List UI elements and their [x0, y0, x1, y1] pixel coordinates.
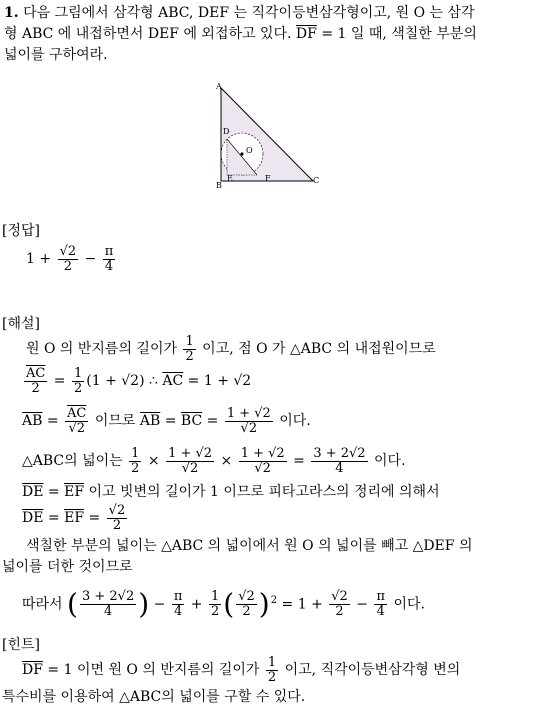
sol-l9-minus: − — [149, 596, 170, 613]
sol-l4-res-den: 4 — [335, 460, 344, 476]
sol-l4-res — [311, 447, 367, 476]
answer-minus: − — [80, 251, 101, 267]
sol-l9-exp: 2 — [270, 595, 278, 606]
center-o-point — [240, 152, 243, 155]
answer-frac-2-num: π — [104, 243, 114, 259]
sol-l9-plus: + — [186, 596, 207, 613]
sol-l3-res-frac — [225, 407, 273, 436]
problem-line-2 — [4, 25, 477, 43]
answer-frac-2 — [103, 245, 116, 274]
answer-plus: + — [34, 251, 56, 267]
answer-frac-1-num: √2 — [59, 243, 77, 259]
sol-l3-frac — [65, 407, 88, 436]
hint-line-1 — [22, 653, 460, 687]
solution-line-9 — [22, 580, 425, 626]
hint-frac-num: 1 — [267, 654, 277, 670]
sol-l3-frac-den: √2 — [68, 420, 85, 436]
sol-l4-f3-den: √2 — [254, 460, 271, 476]
sol-l9-f2 — [172, 590, 185, 619]
sol-l3-res-den: √2 — [240, 420, 258, 436]
sol-l4-times: × — [143, 453, 165, 469]
hint-l1a: = 1 이면 원 O 의 반지름의 길이가 — [42, 662, 264, 678]
sol-l4-end: 이다. — [369, 453, 406, 469]
sol-l9-f1-num: 3 + 2√2 — [81, 589, 135, 605]
triangle-figure — [205, 82, 330, 192]
sol-l2-den: 2 — [31, 380, 40, 396]
sol-l9-f2-den: 4 — [173, 604, 183, 620]
sol-l2-result: = 1 + √2 — [183, 373, 252, 389]
sol-l6-num: √2 — [108, 502, 126, 518]
sol-l3-mid: 이므로 — [90, 413, 140, 429]
sol-l5-de: $\overline{DE}$ — [22, 484, 44, 500]
sol-l5-text: 이고 빗변의 길이가 1 이므로 피타고라스의 정리에 의해서 — [84, 484, 440, 500]
sol-l3-eq3: = — [202, 413, 223, 429]
sol-l6-eq2: = — [84, 510, 105, 526]
sol-l9-f6-den: 4 — [376, 604, 385, 620]
sol-l5-ef: $\overline{EF}$ — [64, 484, 85, 500]
sol-l6-frac — [107, 504, 128, 533]
sol-l2-frac-half — [72, 367, 84, 396]
problem-line-3 — [4, 46, 108, 64]
sol-l3-ab2: $\overline{AB}$ — [139, 413, 161, 429]
sol-l5-eq: = — [43, 484, 65, 500]
sol-l2-half-den: 2 — [73, 380, 83, 396]
sol-l9-f5 — [329, 590, 350, 619]
sol-l9-f4-den: 2 — [242, 604, 251, 620]
sol-l9-f4-num: √2 — [238, 589, 255, 605]
sol-l2-therefore: ∴ — [144, 373, 163, 389]
sol-l9-f5-num: √2 — [331, 589, 348, 605]
answer-frac-1-den: 2 — [63, 258, 72, 274]
sol-l1-num: 1 — [185, 333, 194, 349]
sol-l9-minus2: − — [351, 596, 373, 613]
answer-one: 1 — [26, 251, 35, 267]
solution-line-7: 색칠한 부분의 넓이는 △ABC 의 넓이에서 원 O 의 넓이를 빼고 △DEF 의 — [26, 538, 473, 554]
answer-frac-2-den: 4 — [104, 258, 114, 274]
sol-l4-f2-den: √2 — [181, 460, 199, 476]
sol-l3-eq: = — [42, 413, 64, 429]
sol-l9-f5-den: 2 — [335, 604, 344, 620]
label-e: E — [227, 174, 233, 183]
hint-frac — [266, 656, 278, 685]
sol-l4-res-num: 3 + 2√2 — [313, 445, 366, 461]
sol-l9a: 따라서 — [22, 596, 68, 613]
sol-l9-lparen2: ( — [223, 587, 235, 621]
sol-l9-f4 — [236, 590, 257, 619]
sol-l9-lparen: ( — [67, 587, 78, 621]
sol-l6-eq: = — [43, 510, 65, 526]
sol-l1a: 원 O 의 반지름의 길이가 — [26, 341, 182, 357]
sol-l9-rparen: ) — [138, 587, 150, 621]
sol-l4-eq: = — [288, 453, 310, 469]
hint-frac-den: 2 — [267, 669, 277, 685]
sol-l9-f6 — [374, 590, 387, 619]
answer-expression — [26, 242, 117, 276]
sol-l6-ef: $\overline{EF}$ — [64, 510, 85, 526]
sol-l2-frac-ac — [24, 367, 47, 396]
problem-text-2b: = 1 일 때, 색칠한 부분의 — [316, 26, 477, 42]
hint-line-2: 특수비를 이용하여 △ABC의 넓이를 구할 수 있다. — [2, 689, 306, 705]
hint-l1b: 이고, 직각이등변삼각형 변의 — [280, 662, 461, 678]
solution-line-8: 넓이를 더한 것이므로 — [2, 559, 133, 575]
label-a: A — [216, 82, 222, 91]
sol-l9-rparen2: ) — [258, 587, 270, 621]
sol-l2-half-num: 1 — [73, 365, 83, 381]
sol-l4-f3 — [239, 447, 287, 476]
sol-l6-de: $\overline{DE}$ — [22, 510, 44, 526]
sol-l3-end: 이다. — [274, 413, 311, 429]
sol-l3-res-num: 1 + √2 — [226, 405, 271, 421]
sol-l9-eq: = 1 + — [277, 596, 328, 613]
answer-heading: [정답] — [2, 223, 40, 239]
sol-l4-f1-den: 2 — [131, 460, 140, 476]
problem-text-2a: 형 ABC 에 내접하면서 DEF 에 외접하고 있다. — [4, 26, 296, 42]
label-o: O — [246, 146, 253, 155]
solution-heading: [해설] — [2, 316, 40, 332]
hint-df: $\overline{DF}$ — [22, 662, 43, 678]
solution-line-6 — [22, 500, 129, 536]
sol-l3-bc: $\overline{BC}$ — [180, 413, 203, 429]
sol-l4-f3-num: 1 + √2 — [240, 445, 285, 461]
sol-l1b: 이고, 점 O 가 △ABC 의 내접원이므로 — [197, 341, 436, 357]
label-d: D — [223, 127, 230, 136]
solution-line-2 — [22, 363, 251, 399]
sol-l1-den: 2 — [185, 348, 194, 364]
sol-l9-f6-num: π — [376, 589, 386, 605]
sol-l9-end: 이다. — [389, 596, 425, 613]
sol-l9-f2-num: π — [173, 589, 183, 605]
solution-line-5 — [22, 483, 440, 501]
sol-l4-f2-num: 1 + √2 — [168, 445, 213, 461]
label-f: F — [265, 174, 271, 183]
problem-line-1 — [4, 4, 475, 22]
sol-l6-den: 2 — [112, 517, 122, 533]
sol-l2-paren: (1 + √2) — [86, 373, 145, 389]
sol-l2-eq: = — [49, 373, 70, 389]
hint-heading: [힌트] — [2, 637, 40, 653]
sol-l9-f1 — [80, 590, 136, 619]
label-c: C — [313, 176, 320, 185]
sol-l3-frac-num: $\overline{AC}$ — [67, 405, 87, 421]
label-b: B — [216, 181, 222, 190]
sol-l3-ab: $\overline{AB}$ — [22, 413, 43, 429]
solution-line-3 — [22, 402, 311, 440]
answer-frac-1 — [58, 245, 79, 274]
problem-text-3: 넓이를 구하여라. — [4, 47, 108, 63]
sol-l9-f3-num: 1 — [211, 589, 220, 605]
sol-l9-f1-den: 4 — [103, 604, 113, 620]
sol-l1-frac — [183, 335, 195, 364]
sol-l4-times2: × — [216, 453, 237, 469]
sol-l2-ac: $\overline{AC}$ — [26, 365, 46, 381]
sol-l3-eq2: = — [160, 413, 181, 429]
solution-line-4 — [22, 442, 406, 480]
sol-l9-f3-den: 2 — [211, 604, 220, 620]
sol-l4-f2 — [166, 447, 214, 476]
sol-l2-ac2: $\overline{AC}$ — [162, 373, 184, 389]
sol-l9-f3 — [209, 590, 221, 619]
sol-l4-f1-num: 1 — [131, 445, 140, 461]
sol-l4a: △ABC의 넓이는 — [22, 453, 128, 469]
solution-line-1 — [26, 332, 436, 366]
problem-df: $\overline{DF}$ — [295, 26, 317, 42]
problem-number: 1. — [4, 5, 19, 21]
sol-l4-f1 — [129, 447, 141, 476]
problem-text-1: 다음 그림에서 삼각형 ABC, DEF 는 직각이등변삼각형이고, 원 O 는 삼각 — [23, 5, 475, 21]
